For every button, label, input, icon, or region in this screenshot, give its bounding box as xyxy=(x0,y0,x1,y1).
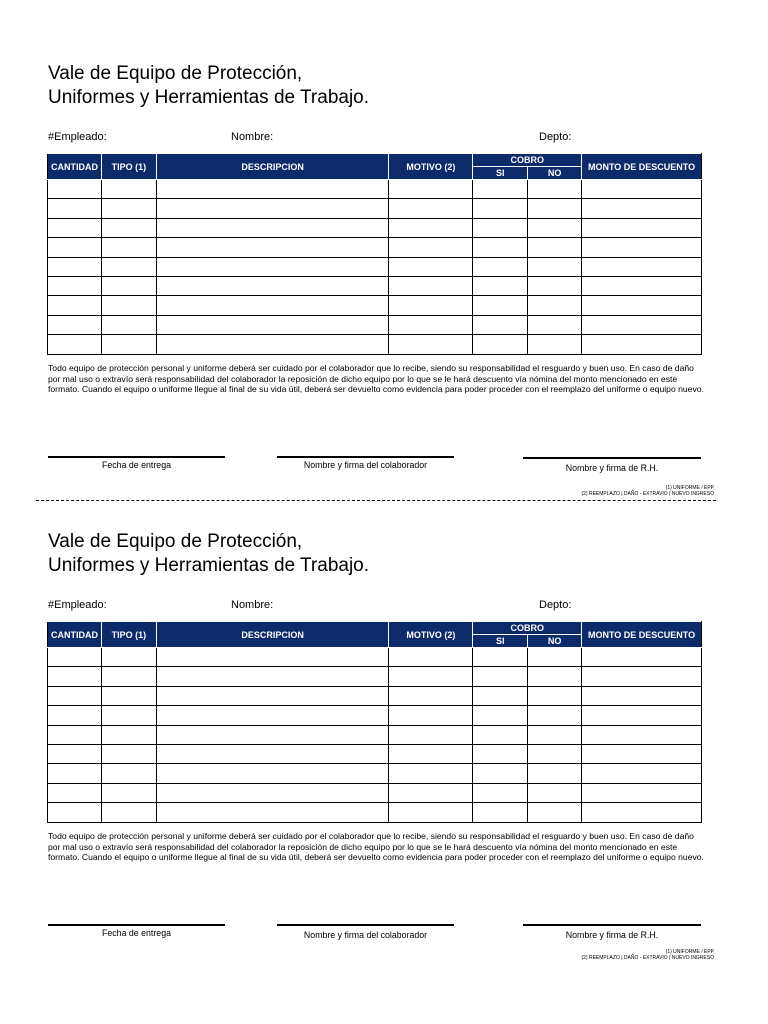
col-descripcion: DESCRIPCION xyxy=(156,154,389,180)
cell-motivo[interactable] xyxy=(389,315,473,334)
table-row xyxy=(48,335,702,354)
col-monto: MONTO DE DESCUENTO xyxy=(582,622,702,648)
table-row xyxy=(48,744,702,763)
table-row xyxy=(48,648,702,667)
cell-si[interactable] xyxy=(473,744,528,763)
cell-monto[interactable] xyxy=(582,276,702,295)
cell-motivo[interactable] xyxy=(389,218,473,237)
cell-monto[interactable] xyxy=(582,706,702,725)
cell-no[interactable] xyxy=(528,257,582,276)
cell-cantidad[interactable] xyxy=(48,180,102,199)
col-cobro-no: NO xyxy=(528,635,582,648)
cell-motivo[interactable] xyxy=(389,803,473,822)
policy-note: Todo equipo de protección personal y uniforme deberá ser cuidado por el colaborador que lo recibe, siendo su responsabilidad el resguardo y buen uso. En caso de daño por mal uso o extravío será responsabilidad del colaborador la reposición de dicho equipo por lo que se le hará descuento vía nómina del monto mencionado en este formato. Cuando el equipo o uniforme llegue al final de su vida útil, deberá ser devuelto como evidencia para poder proceder con el reemplazo del uniforme o equipo nuevo. xyxy=(48,831,704,863)
fecha-caption: Fecha de entrega xyxy=(102,928,171,938)
cell-si[interactable] xyxy=(473,648,528,667)
table-row xyxy=(48,296,702,315)
col-cantidad: CANTIDAD xyxy=(48,622,102,648)
fecha-caption: Fecha de entrega xyxy=(102,460,171,470)
cell-no[interactable] xyxy=(528,667,582,686)
table-row xyxy=(48,315,702,334)
cell-cantidad[interactable] xyxy=(48,803,102,822)
cell-descripcion[interactable] xyxy=(156,315,389,334)
col-motivo: MOTIVO (2) xyxy=(389,622,473,648)
nombre-label: Nombre: xyxy=(231,131,274,143)
table-row xyxy=(48,667,702,686)
cell-si[interactable] xyxy=(473,725,528,744)
cell-monto[interactable] xyxy=(582,803,702,822)
cell-cantidad[interactable] xyxy=(48,667,102,686)
table-row xyxy=(48,686,702,705)
signature-colaborador xyxy=(277,924,454,940)
cell-motivo[interactable] xyxy=(389,725,473,744)
cell-cantidad[interactable] xyxy=(48,648,102,667)
cell-cantidad[interactable] xyxy=(48,686,102,705)
cell-monto[interactable] xyxy=(582,180,702,199)
cell-cantidad[interactable] xyxy=(48,725,102,744)
cell-tipo[interactable] xyxy=(101,296,156,315)
voucher-form-2 xyxy=(0,468,768,961)
cell-no[interactable] xyxy=(528,783,582,802)
cell-no[interactable] xyxy=(528,764,582,783)
cell-cantidad[interactable] xyxy=(48,218,102,237)
cell-tipo[interactable] xyxy=(101,803,156,822)
legend-line-1: (1) UNIFORME / EPP xyxy=(665,949,714,955)
cell-si[interactable] xyxy=(473,783,528,802)
empleado-label: #Empleado: xyxy=(48,599,107,611)
signature-rh xyxy=(523,924,701,940)
cell-si[interactable] xyxy=(473,257,528,276)
cell-tipo[interactable] xyxy=(101,180,156,199)
cell-descripcion[interactable] xyxy=(156,199,389,218)
cell-no[interactable] xyxy=(528,744,582,763)
cell-no[interactable] xyxy=(528,218,582,237)
legend-notes xyxy=(581,949,714,961)
cell-no[interactable] xyxy=(528,315,582,334)
cell-si[interactable] xyxy=(473,238,528,257)
col-cobro: COBRO xyxy=(473,622,582,635)
cell-monto[interactable] xyxy=(582,296,702,315)
cell-cantidad[interactable] xyxy=(48,706,102,725)
table-row xyxy=(48,706,702,725)
cell-tipo[interactable] xyxy=(101,686,156,705)
cell-descripcion[interactable] xyxy=(156,218,389,237)
cell-no[interactable] xyxy=(528,686,582,705)
cell-no[interactable] xyxy=(528,238,582,257)
cell-no[interactable] xyxy=(528,648,582,667)
table-row xyxy=(48,725,702,744)
cell-cantidad[interactable] xyxy=(48,257,102,276)
cell-motivo[interactable] xyxy=(389,744,473,763)
cell-cantidad[interactable] xyxy=(48,276,102,295)
form-title-line-1: Vale de Equipo de Protección, xyxy=(48,531,303,552)
cell-descripcion[interactable] xyxy=(156,725,389,744)
cell-monto[interactable] xyxy=(582,686,702,705)
form-title-line-2: Uniformes y Herramientas de Trabajo. xyxy=(48,87,370,108)
legend-line-2: (2) REEMPLAZO | DAÑO - EXTRAVIO | NUEVO INGRESO xyxy=(581,955,714,961)
cell-no[interactable] xyxy=(528,276,582,295)
table-row xyxy=(48,180,702,199)
cell-no[interactable] xyxy=(528,180,582,199)
cell-tipo[interactable] xyxy=(101,335,156,354)
header-fields xyxy=(0,131,768,147)
table-row xyxy=(48,764,702,783)
policy-note: Todo equipo de protección personal y uniforme deberá ser cuidado por el colaborador que lo recibe, siendo su responsabilidad el resguardo y buen uso. En caso de daño por mal uso o extravío será responsabilidad del colaborador la reposición de dicho equipo por lo que se le hará descuento vía nómina del monto mencionado en este formato. Cuando el equipo o uniforme llegue al final de su vida útil, deberá ser devuelto como evidencia para poder proceder con el reemplazo del uniforme o equipo nuevo. xyxy=(48,363,704,395)
cell-si[interactable] xyxy=(473,706,528,725)
cell-si[interactable] xyxy=(473,315,528,334)
cell-monto[interactable] xyxy=(582,335,702,354)
form-title-line-2: Uniformes y Herramientas de Trabajo. xyxy=(48,555,370,576)
table-row xyxy=(48,783,702,802)
colaborador-caption: Nombre y firma del colaborador xyxy=(303,930,428,940)
cell-si[interactable] xyxy=(473,335,528,354)
col-descripcion: DESCRIPCION xyxy=(156,622,389,648)
cell-motivo[interactable] xyxy=(389,199,473,218)
cell-motivo[interactable] xyxy=(389,783,473,802)
legend-line-2: (2) REEMPLAZO | DAÑO - EXTRAVIO | NUEVO INGRESO xyxy=(581,491,714,497)
cell-descripcion[interactable] xyxy=(156,276,389,295)
cell-monto[interactable] xyxy=(582,744,702,763)
colaborador-caption: Nombre y firma del colaborador xyxy=(303,460,428,470)
equipment-table xyxy=(47,621,702,823)
cell-si[interactable] xyxy=(473,218,528,237)
cell-tipo[interactable] xyxy=(101,218,156,237)
cell-descripcion[interactable] xyxy=(156,744,389,763)
cell-cantidad[interactable] xyxy=(48,783,102,802)
cell-no[interactable] xyxy=(528,199,582,218)
table-row xyxy=(48,257,702,276)
table-row xyxy=(48,199,702,218)
col-monto: MONTO DE DESCUENTO xyxy=(582,154,702,180)
cell-cantidad[interactable] xyxy=(48,764,102,783)
cell-motivo[interactable] xyxy=(389,296,473,315)
cell-descripcion[interactable] xyxy=(156,706,389,725)
cell-si[interactable] xyxy=(473,276,528,295)
cell-monto[interactable] xyxy=(582,218,702,237)
depto-label: Depto: xyxy=(539,131,572,143)
table-row xyxy=(48,803,702,822)
cell-cantidad[interactable] xyxy=(48,315,102,334)
cell-motivo[interactable] xyxy=(389,276,473,295)
cell-no[interactable] xyxy=(528,335,582,354)
cell-descripcion[interactable] xyxy=(156,686,389,705)
cell-monto[interactable] xyxy=(582,783,702,802)
cell-tipo[interactable] xyxy=(101,783,156,802)
cell-descripcion[interactable] xyxy=(156,257,389,276)
cell-tipo[interactable] xyxy=(101,744,156,763)
cell-tipo[interactable] xyxy=(101,238,156,257)
cell-si[interactable] xyxy=(473,199,528,218)
cell-motivo[interactable] xyxy=(389,335,473,354)
table-row xyxy=(48,218,702,237)
cell-descripcion[interactable] xyxy=(156,667,389,686)
cell-si[interactable] xyxy=(473,803,528,822)
col-cobro-si: SI xyxy=(473,635,528,648)
cell-si[interactable] xyxy=(473,180,528,199)
cell-monto[interactable] xyxy=(582,725,702,744)
col-tipo: TIPO (1) xyxy=(101,154,156,180)
form-title xyxy=(48,62,369,110)
col-tipo: TIPO (1) xyxy=(101,622,156,648)
cell-motivo[interactable] xyxy=(389,180,473,199)
header-fields xyxy=(0,599,768,615)
empleado-label: #Empleado: xyxy=(48,131,107,143)
equipment-table xyxy=(47,153,702,355)
cell-cantidad[interactable] xyxy=(48,335,102,354)
rh-caption: Nombre y firma de R.H. xyxy=(565,930,659,940)
cell-monto[interactable] xyxy=(582,667,702,686)
cell-tipo[interactable] xyxy=(101,276,156,295)
cell-monto[interactable] xyxy=(582,238,702,257)
cell-no[interactable] xyxy=(528,706,582,725)
cell-monto[interactable] xyxy=(582,315,702,334)
table-row xyxy=(48,276,702,295)
cell-monto[interactable] xyxy=(582,199,702,218)
cell-cantidad[interactable] xyxy=(48,296,102,315)
cell-cantidad[interactable] xyxy=(48,199,102,218)
cell-descripcion[interactable] xyxy=(156,648,389,667)
cell-tipo[interactable] xyxy=(101,257,156,276)
cell-descripcion[interactable] xyxy=(156,783,389,802)
cell-tipo[interactable] xyxy=(101,706,156,725)
cell-tipo[interactable] xyxy=(101,199,156,218)
cell-descripcion[interactable] xyxy=(156,764,389,783)
table-row xyxy=(48,238,702,257)
cell-si[interactable] xyxy=(473,686,528,705)
cell-monto[interactable] xyxy=(582,764,702,783)
cell-descripcion[interactable] xyxy=(156,238,389,257)
signature-fecha xyxy=(48,924,225,938)
cell-motivo[interactable] xyxy=(389,706,473,725)
cell-descripcion[interactable] xyxy=(156,180,389,199)
cell-motivo[interactable] xyxy=(389,764,473,783)
cell-cantidad[interactable] xyxy=(48,744,102,763)
cell-tipo[interactable] xyxy=(101,764,156,783)
nombre-label: Nombre: xyxy=(231,599,274,611)
cell-tipo[interactable] xyxy=(101,725,156,744)
cell-tipo[interactable] xyxy=(101,315,156,334)
cell-si[interactable] xyxy=(473,296,528,315)
col-cobro-si: SI xyxy=(473,167,528,180)
col-cobro-no: NO xyxy=(528,167,582,180)
legend-line-1: (1) UNIFORME / EPP xyxy=(665,485,714,491)
cell-descripcion[interactable] xyxy=(156,296,389,315)
col-motivo: MOTIVO (2) xyxy=(389,154,473,180)
cell-motivo[interactable] xyxy=(389,257,473,276)
cell-tipo[interactable] xyxy=(101,667,156,686)
cell-si[interactable] xyxy=(473,667,528,686)
cell-motivo[interactable] xyxy=(389,238,473,257)
cell-si[interactable] xyxy=(473,764,528,783)
cell-motivo[interactable] xyxy=(389,686,473,705)
cell-tipo[interactable] xyxy=(101,648,156,667)
cell-motivo[interactable] xyxy=(389,648,473,667)
cell-descripcion[interactable] xyxy=(156,335,389,354)
voucher-form-1 xyxy=(0,0,768,497)
rh-caption: Nombre y firma de R.H. xyxy=(565,463,659,473)
cell-monto[interactable] xyxy=(582,257,702,276)
cell-no[interactable] xyxy=(528,725,582,744)
col-cobro: COBRO xyxy=(473,154,582,167)
col-cantidad: CANTIDAD xyxy=(48,154,102,180)
cell-motivo[interactable] xyxy=(389,667,473,686)
cell-descripcion[interactable] xyxy=(156,803,389,822)
cell-no[interactable] xyxy=(528,296,582,315)
form-title-line-1: Vale de Equipo de Protección, xyxy=(48,63,303,84)
form-title xyxy=(48,530,369,578)
cell-cantidad[interactable] xyxy=(48,238,102,257)
depto-label: Depto: xyxy=(539,599,572,611)
cell-monto[interactable] xyxy=(582,648,702,667)
cell-no[interactable] xyxy=(528,803,582,822)
